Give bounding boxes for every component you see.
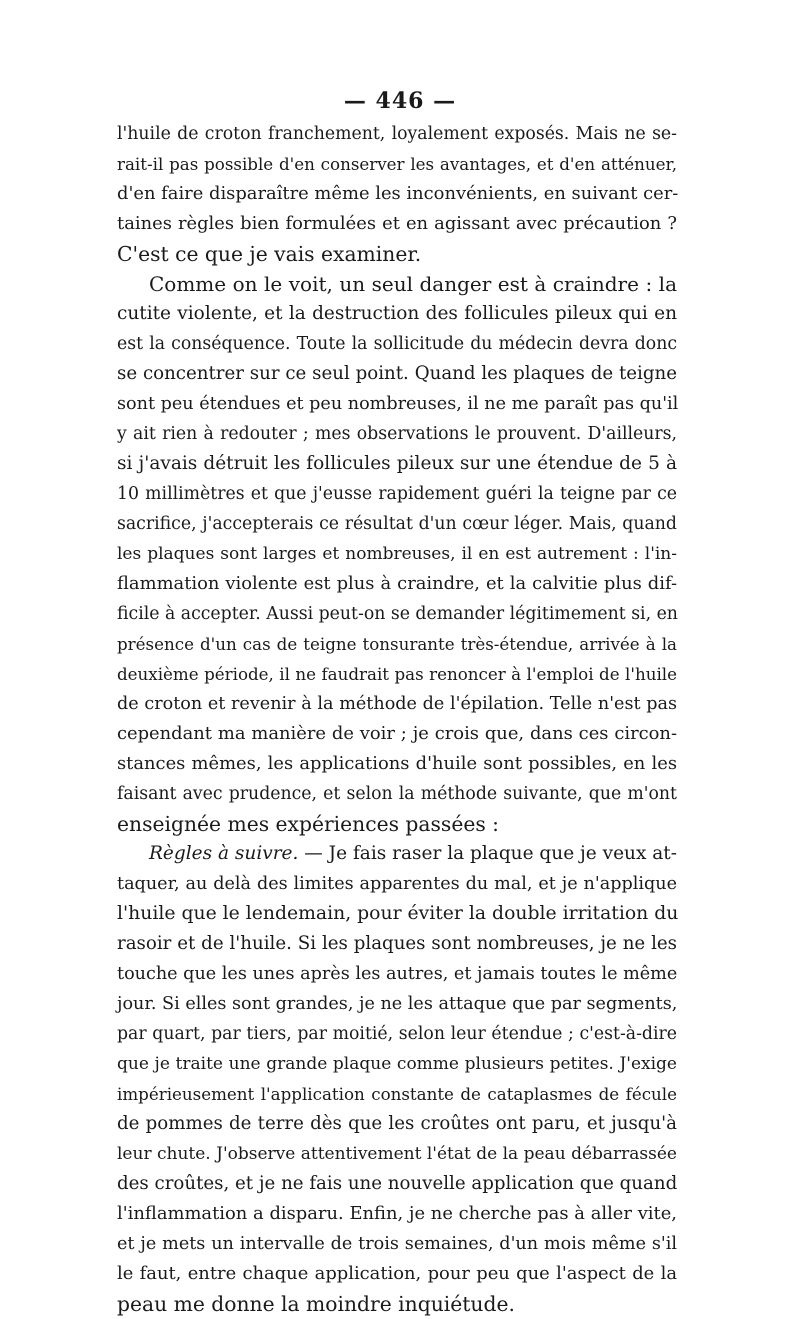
text-line: deuxième période, il ne faudrait pas renoncer à l'emploi de l'huile xyxy=(117,664,677,684)
text-line: si j'avais détruit les follicules pileux sur une étendue de 5 à xyxy=(117,453,677,474)
body-text xyxy=(117,119,677,1319)
text-line: que je traite une grande plaque comme plusieurs petites. J'exige xyxy=(117,1054,677,1074)
text-line: sont peu étendues et peu nombreuses, il ne me paraît pas qu'il xyxy=(117,394,679,414)
text-line: impérieusement l'application constante de cataplasmes de fécule xyxy=(117,1084,677,1104)
paragraph-start-line: Comme on le voit, un seul danger est à craindre : la xyxy=(149,272,677,296)
text-line: flammation violente est plus à craindre, et la calvitie plus dif- xyxy=(117,573,677,594)
text-line: C'est ce que je vais examiner. xyxy=(117,242,422,266)
text-line: touche que les unes après les autres, et jamais toutes le même xyxy=(117,964,678,984)
text-line: et je mets un intervalle de trois semaines, d'un mois même s'il xyxy=(117,1234,677,1254)
text-line: l'huile que le lendemain, pour éviter la double irritation du xyxy=(117,903,679,924)
text-line: y ait rien à redouter ; mes observations le prouvent. D'ailleurs, xyxy=(117,424,677,444)
text-line: ficile à accepter. Aussi peut-on se demander légitimement si, en xyxy=(117,604,678,624)
page-number: — 446 — xyxy=(343,88,457,114)
text-line: taquer, au delà des limites apparentes du mal, et je n'applique xyxy=(117,874,677,894)
rules-line xyxy=(117,839,677,869)
text-line: le faut, entre chaque application, pour peu que l'aspect de la xyxy=(117,1263,677,1284)
text-line: l'inflammation a disparu. Enfin, je ne cherche pas à aller vite, xyxy=(117,1203,677,1224)
text-line: des croûtes, et je ne fais une nouvelle application que quand xyxy=(117,1173,678,1194)
text-line: rasoir et de l'huile. Si les plaques sont nombreuses, je ne les xyxy=(117,933,677,954)
text-line: présence d'un cas de teigne tonsurante très-étendue, arrivée à la xyxy=(117,634,677,654)
rules-line-rest: — Je fais raser la plaque que je veux at- xyxy=(298,843,677,864)
text-line: enseignée mes expériences passées : xyxy=(117,812,500,836)
text-line: rait-il pas possible d'en conserver les avantages, et d'en atténuer, xyxy=(117,154,677,174)
text-line: de pommes de terre dès que les croûtes ont paru, et jusqu'à xyxy=(117,1113,677,1134)
rules-heading: Règles à suivre. xyxy=(149,843,299,864)
text-line: l'huile de croton franchement, loyalement exposés. Mais ne se- xyxy=(117,124,677,144)
text-line: sacrifice, j'accepterais ce résultat d'un cœur léger. Mais, quand xyxy=(117,514,677,534)
text-line: est la conséquence. Toute la sollicitude du médecin devra donc xyxy=(117,334,677,354)
text-line: les plaques sont larges et nombreuses, il en est autrement : l'in- xyxy=(117,544,677,564)
text-line: cutite violente, et la destruction des follicules pileux qui en xyxy=(117,303,677,324)
text-line: d'en faire disparaître même les inconvénients, en suivant cer- xyxy=(117,183,679,204)
text-line: peau me donne la moindre inquiétude. xyxy=(117,1292,515,1316)
text-line: 10 millimètres et que j'eusse rapidement guéri la teigne par ce xyxy=(117,484,677,504)
text-line: taines règles bien formulées et en agissant avec précaution ? xyxy=(117,213,677,234)
text-line: de croton et revenir à la méthode de l'épilation. Telle n'est pas xyxy=(117,694,677,714)
text-line: par quart, par tiers, par moitié, selon leur étendue ; c'est-à-dire xyxy=(117,1024,677,1044)
text-line: stances mêmes, les applications d'huile sont possibles, en les xyxy=(117,753,677,774)
text-line: jour. Si elles sont grandes, je ne les attaque que par segments, xyxy=(117,994,678,1014)
text-line: cependant ma manière de voir ; je crois que, dans ces circon- xyxy=(117,723,677,744)
text-line: se concentrer sur ce seul point. Quand les plaques de teigne xyxy=(117,363,677,384)
text-line: leur chute. J'observe attentivement l'état de la peau débarrassée xyxy=(117,1144,677,1164)
text-line: faisant avec prudence, et selon la méthode suivante, que m'ont xyxy=(117,784,677,804)
